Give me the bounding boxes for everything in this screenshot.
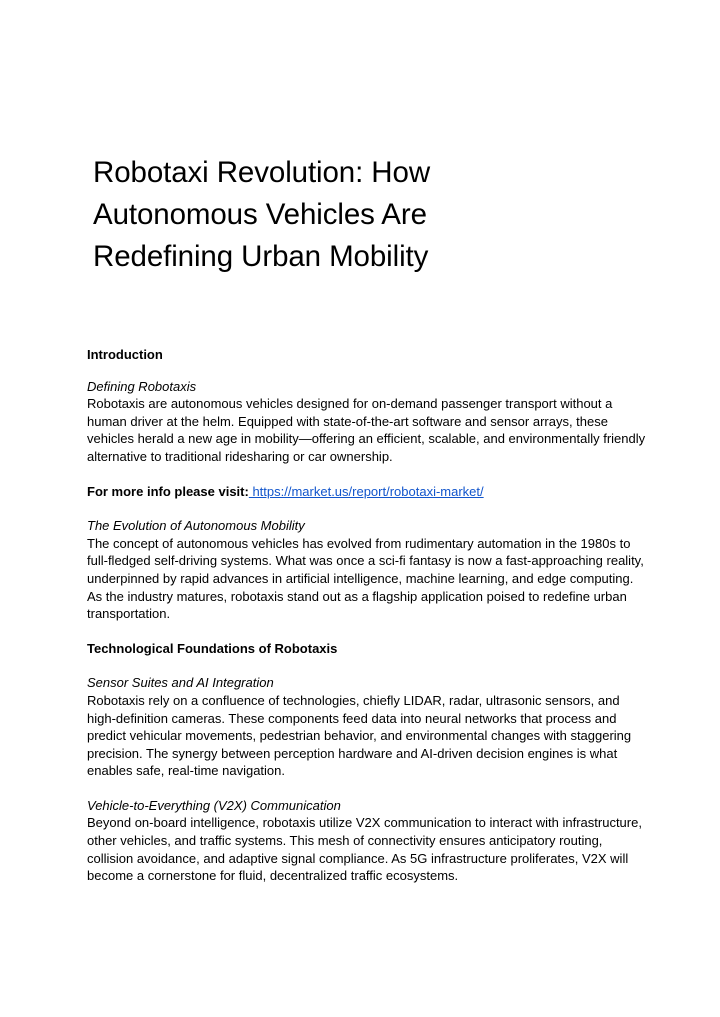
- document-title: Robotaxi Revolution: How Autonomous Vehicles Are Redefining Urban Mobility: [93, 156, 431, 273]
- section-heading-introduction: Introduction: [87, 347, 163, 362]
- paragraph-evolution: The concept of autonomous vehicles has evolved from rudimentary automation in the 1980s to full-fledged self-driving systems. What was once a sci-fi fantasy is now a fast-approaching reality, underpinned by rapid advances in artificial intelligence, machine learning, and edge computing. As the industry matures, robotaxis stand out as a flagship application poised to redefine urban transportation.: [87, 535, 644, 622]
- paragraph-sensor-suites: Robotaxis rely on a confluence of technologies, chiefly LIDAR, radar, ultrasonic sensors, and high-definition cameras. These components feed data into neural networks that process and predict vehicular movements, pedestrian behavior, and environmental changes with staggering precision. The synergy between perception hardware and AI-driven decision engines is what enables safe, real-time navigation.: [87, 692, 632, 779]
- subheading-sensor-suites: Sensor Suites and AI Integration: [87, 675, 274, 691]
- subheading-v2x: Vehicle-to-Everything (V2X) Communication: [87, 797, 341, 813]
- paragraph-v2x: Beyond on-board intelligence, robotaxis utilize V2X communication to interact with infrastructure, other vehicles, and traffic systems. This mesh of connectivity ensures anticipatory routing, collision avoidance, and adaptive signal compliance. As 5G infrastructure proliferates, V2X will become a cornerstone for fluid, decentralized traffic ecosystems.: [87, 815, 642, 884]
- subheading-defining-robotaxis: Defining Robotaxis: [87, 378, 197, 394]
- paragraph-defining-robotaxis: Robotaxis are autonomous vehicles designed for on-demand passenger transport without a human driver at the helm. Equipped with state-of-the-art software and sensor arrays, these vehicles herald a new age in mobility—offering an efficient, scalable, and environmentally friendly alternative to traditional ridesharing or car ownership.: [87, 396, 646, 464]
- section-heading-foundations: Technological Foundations of Robotaxis: [87, 640, 338, 656]
- document-body: [87, 345, 647, 885]
- more-info-label: For more info please visit:: [87, 483, 249, 499]
- more-info-line: [87, 483, 647, 501]
- subheading-evolution: The Evolution of Autonomous Mobility: [87, 518, 305, 534]
- market-report-link[interactable]: https://market.us/report/robotaxi-market/: [248, 483, 484, 499]
